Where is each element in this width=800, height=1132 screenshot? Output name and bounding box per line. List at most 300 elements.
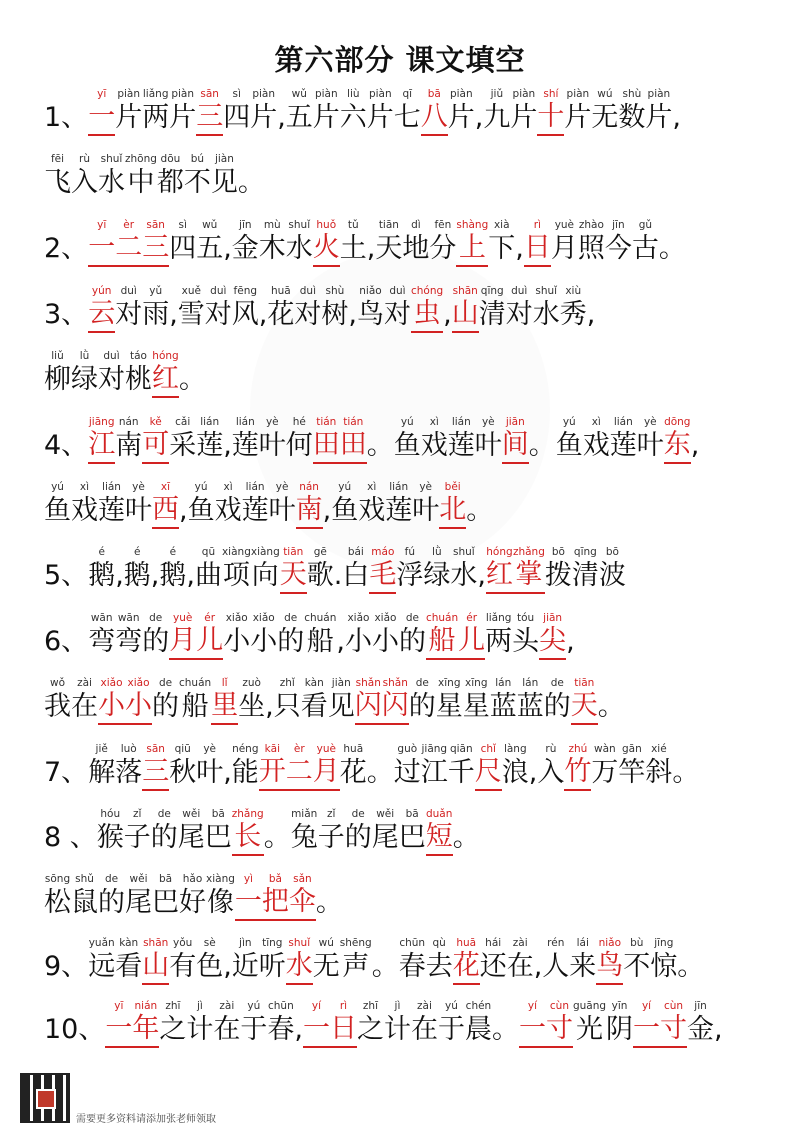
- pinyin: zhī: [362, 1000, 378, 1012]
- hanzi: 。: [466, 495, 494, 526]
- pinyin: de: [104, 873, 119, 885]
- pinyin: yì: [243, 873, 253, 885]
- text-char: [606, 1000, 633, 1048]
- answer-char: [105, 1000, 132, 1048]
- answer-char: [456, 219, 488, 267]
- pinyin: xiǎo: [127, 677, 150, 689]
- text-char: [321, 285, 348, 333]
- text-char: [44, 612, 88, 660]
- pinyin: bú: [190, 153, 205, 165]
- hanzi: 片: [366, 102, 394, 133]
- answer-char: [286, 743, 313, 791]
- text-char: [502, 743, 529, 791]
- hanzi: 鱼: [187, 495, 215, 526]
- hanzi: 叶: [474, 430, 502, 461]
- hanzi: 片: [312, 102, 340, 133]
- text-char: [334, 546, 343, 594]
- text-char: [71, 153, 98, 201]
- text-char: [294, 1000, 303, 1048]
- pinyin: xīng: [465, 677, 488, 689]
- text-char: [125, 481, 152, 529]
- text-char: [98, 873, 125, 921]
- text-char: [328, 677, 355, 725]
- answer-char: [142, 937, 169, 985]
- pinyin: tián: [316, 416, 337, 428]
- pinyin: [587, 285, 596, 297]
- pinyin: shàng: [456, 219, 489, 231]
- hanzi: 入: [537, 757, 565, 788]
- hanzi: 鹅: [159, 560, 187, 591]
- hanzi: 10、: [44, 1014, 106, 1045]
- pinyin: xì: [79, 481, 90, 493]
- hanzi: 鼠: [71, 887, 98, 918]
- pinyin: [115, 546, 124, 558]
- text-char: [672, 88, 681, 136]
- pinyin: sān: [200, 88, 219, 100]
- pinyin: shuǐ: [535, 285, 558, 297]
- hanzi: 。: [263, 822, 291, 853]
- answer-char: [502, 416, 529, 464]
- text-char: [318, 808, 345, 856]
- hanzi: 水: [532, 299, 560, 330]
- pinyin: é: [169, 546, 177, 558]
- text-char: [269, 481, 296, 529]
- answer-char: [88, 88, 115, 136]
- hanzi: 的: [277, 626, 305, 657]
- hanzi: 两: [485, 626, 513, 657]
- text-char: [223, 88, 250, 136]
- pinyin: yè: [419, 481, 433, 493]
- pinyin: niǎo: [598, 937, 621, 949]
- hanzi: 戏: [214, 495, 242, 526]
- answer-char: [421, 88, 448, 136]
- hanzi: 波: [598, 560, 626, 591]
- pinyin: zhào: [578, 219, 604, 231]
- text-char: [115, 937, 142, 985]
- hanzi: 一: [88, 100, 115, 136]
- hanzi: 叶: [636, 430, 664, 461]
- hanzi: 曲: [194, 560, 222, 591]
- text-char: [313, 937, 340, 985]
- pinyin: duì: [389, 285, 406, 297]
- hanzi: 三: [142, 755, 169, 791]
- hanzi: 不: [623, 951, 651, 982]
- hanzi: 寸: [660, 1012, 687, 1048]
- text-char: [44, 285, 88, 333]
- hanzi: ,: [258, 299, 268, 330]
- hanzi: 船: [426, 624, 458, 660]
- hanzi: 见: [327, 691, 355, 722]
- pinyin: dì: [411, 219, 421, 231]
- text-char: [618, 743, 645, 791]
- pinyin: jiàn: [331, 677, 351, 689]
- answer-char: [88, 416, 115, 464]
- text-char: [242, 481, 269, 529]
- text-char: [510, 88, 537, 136]
- hanzi: 浮: [396, 560, 424, 591]
- answer-char: [486, 546, 513, 594]
- pinyin: huā: [343, 743, 364, 755]
- answer-char: [453, 937, 480, 985]
- hanzi: 绿: [71, 364, 98, 395]
- pinyin: hǎo: [182, 873, 203, 885]
- text-char: [466, 481, 493, 529]
- answer-char: [564, 743, 591, 791]
- text-char: [529, 743, 538, 791]
- hanzi: 小: [371, 626, 399, 657]
- text-char: [304, 612, 336, 660]
- hanzi: 掌: [513, 558, 545, 594]
- pinyin: xiǎo: [252, 612, 275, 624]
- text-char: [223, 416, 232, 464]
- text-char: [286, 88, 313, 136]
- text-char: [409, 677, 436, 725]
- hanzi: 九: [483, 102, 511, 133]
- text-char: [259, 219, 286, 267]
- hanzi: 地: [402, 233, 430, 264]
- pinyin: cǎi: [175, 416, 191, 428]
- pinyin: chǐ: [480, 743, 496, 755]
- pinyin: lián: [102, 481, 121, 493]
- text-char: [152, 677, 179, 725]
- pinyin: xiàng: [221, 546, 251, 558]
- pinyin: zài: [417, 1000, 432, 1012]
- pinyin: qī: [402, 88, 413, 100]
- hanzi: 8 、: [44, 822, 97, 853]
- text-char: [264, 808, 291, 856]
- hanzi: 看: [115, 951, 143, 982]
- hanzi: 色: [196, 951, 224, 982]
- text-char: [44, 153, 71, 201]
- text-char: [196, 743, 223, 791]
- pinyin: [151, 546, 160, 558]
- hanzi: 对: [98, 364, 125, 395]
- pinyin: bǎ: [268, 873, 282, 885]
- hanzi: 鱼: [44, 495, 71, 526]
- hanzi: 星: [435, 691, 463, 722]
- text-char: [186, 546, 195, 594]
- text-char: [591, 88, 618, 136]
- answer-char: [142, 219, 169, 267]
- text-char: [618, 88, 645, 136]
- text-char: [184, 153, 211, 201]
- pinyin: sè: [203, 937, 216, 949]
- text-char: [44, 88, 88, 136]
- text-char: [251, 546, 280, 594]
- pinyin: [672, 743, 699, 755]
- text-char: [421, 416, 448, 464]
- pinyin: [223, 416, 232, 428]
- exercise-line: [44, 808, 784, 856]
- hanzi: 水: [450, 560, 478, 591]
- text-char: [672, 743, 699, 791]
- pinyin: [44, 937, 88, 949]
- hanzi: 竿: [618, 757, 646, 788]
- hanzi: 。: [677, 951, 705, 982]
- pinyin: [466, 481, 493, 493]
- text-char: [650, 937, 677, 985]
- pinyin: jīn: [239, 219, 252, 231]
- pinyin: wǔ: [202, 219, 218, 231]
- hanzi: 江: [88, 428, 115, 464]
- hanzi: 莲: [98, 495, 125, 526]
- text-char: [71, 481, 98, 529]
- hanzi: 莲: [609, 430, 637, 461]
- pinyin: shān: [143, 937, 169, 949]
- pinyin: xiù: [565, 285, 582, 297]
- pinyin: zài: [77, 677, 92, 689]
- text-char: [259, 416, 286, 464]
- text-char: [331, 481, 358, 529]
- pinyin: duǎn: [425, 808, 453, 820]
- text-char: [250, 612, 277, 660]
- exercise-line: [44, 481, 784, 529]
- answer-char: [303, 1000, 330, 1048]
- text-char: [259, 285, 268, 333]
- answer-char: [411, 285, 443, 333]
- text-char: [88, 743, 115, 791]
- text-char: [443, 285, 452, 333]
- pinyin: tián: [343, 416, 364, 428]
- hanzi: 船: [306, 626, 334, 657]
- hanzi: 斜: [645, 757, 673, 788]
- hanzi: 伞: [289, 885, 316, 921]
- text-char: [125, 153, 157, 201]
- pinyin: máo: [371, 546, 395, 558]
- text-char: [115, 546, 124, 594]
- pinyin: jì: [394, 1000, 401, 1012]
- hanzi: 戏: [420, 430, 448, 461]
- text-char: [205, 285, 232, 333]
- answer-char: [289, 873, 316, 921]
- hanzi: 红: [152, 362, 179, 398]
- pinyin: hé: [292, 416, 306, 428]
- pinyin: de: [157, 808, 171, 820]
- pinyin: yuè: [554, 219, 575, 231]
- text-char: [357, 1000, 384, 1048]
- pinyin: liǔ: [51, 350, 64, 362]
- pinyin: xiǎo: [225, 612, 248, 624]
- hanzi: 片: [250, 102, 278, 133]
- text-char: [394, 88, 421, 136]
- pinyin: gǔ: [638, 219, 653, 231]
- exercise-line: [44, 219, 784, 267]
- text-char: [463, 677, 490, 725]
- text-char: [515, 219, 524, 267]
- answer-char: [519, 1000, 546, 1048]
- hanzi: 惊: [650, 951, 678, 982]
- hanzi: 月: [550, 233, 578, 264]
- pinyin: [264, 808, 291, 820]
- hanzi: 于: [240, 1014, 268, 1045]
- hanzi: 在: [71, 691, 98, 722]
- pinyin: liǎng: [142, 88, 169, 100]
- hanzi: 火: [313, 231, 340, 267]
- pinyin: sǎn: [293, 873, 312, 885]
- hanzi: 巴: [152, 887, 179, 918]
- text-char: [115, 612, 142, 660]
- hanzi: 猴: [96, 822, 124, 853]
- text-char: [179, 677, 211, 725]
- hanzi: 能: [231, 757, 259, 788]
- text-char: [267, 1000, 294, 1048]
- answer-char: [546, 1000, 573, 1048]
- hanzi: 的: [150, 822, 178, 853]
- text-char: [483, 88, 510, 136]
- pinyin: xì: [429, 416, 439, 428]
- pinyin: yuè: [173, 612, 193, 624]
- pinyin: fēn: [434, 219, 452, 231]
- hanzi: 雪: [177, 299, 205, 330]
- hanzi: 五: [196, 233, 224, 264]
- hanzi: 四: [169, 233, 197, 264]
- hanzi: 清: [571, 560, 599, 591]
- hanzi: 水: [286, 949, 313, 985]
- text-char: [232, 285, 259, 333]
- text-char: [71, 350, 98, 398]
- hanzi: 小: [344, 626, 372, 657]
- pinyin: [186, 546, 195, 558]
- text-char: [196, 219, 223, 267]
- pinyin: wú: [597, 88, 613, 100]
- hanzi: 。: [366, 430, 394, 461]
- hanzi: 短: [426, 820, 453, 856]
- pinyin: [714, 1000, 723, 1012]
- text-char: [44, 808, 97, 856]
- text-char: [205, 808, 232, 856]
- pinyin: chén: [465, 1000, 492, 1012]
- hanzi: 毛: [369, 558, 396, 594]
- pinyin: bō: [605, 546, 619, 558]
- text-char: [545, 546, 572, 594]
- pinyin: dōng: [664, 416, 691, 428]
- pinyin: ér: [466, 612, 478, 624]
- hanzi: 9、: [44, 951, 89, 982]
- pinyin: fēi: [50, 153, 65, 165]
- text-char: [544, 677, 571, 725]
- hanzi: 桃: [125, 364, 152, 395]
- hanzi: 三: [196, 100, 223, 136]
- pinyin: yī: [114, 1000, 124, 1012]
- text-char: [286, 219, 313, 267]
- hanzi: 今: [604, 233, 632, 264]
- text-char: [394, 743, 421, 791]
- answer-char: [571, 677, 598, 725]
- answer-char: [513, 546, 545, 594]
- pinyin: é: [134, 546, 141, 558]
- pinyin: lián: [235, 416, 255, 428]
- hanzi: 长: [232, 820, 264, 856]
- hanzi: 浪: [501, 757, 529, 788]
- pinyin: èr: [123, 219, 135, 231]
- answer-char: [537, 88, 564, 136]
- text-char: [372, 808, 399, 856]
- hanzi: 开: [259, 755, 286, 791]
- hanzi: 。: [528, 430, 556, 461]
- pinyin: de: [405, 612, 420, 624]
- text-char: [157, 153, 184, 201]
- pinyin: yīn: [611, 1000, 628, 1012]
- answer-char: [313, 416, 340, 464]
- hanzi: 天: [571, 689, 598, 725]
- pinyin: lán: [495, 677, 512, 689]
- pinyin: mù: [263, 219, 281, 231]
- text-char: [88, 612, 115, 660]
- text-char: [169, 285, 178, 333]
- pinyin: qīng: [480, 285, 504, 297]
- pinyin: bō: [551, 546, 565, 558]
- hanzi: 花: [453, 949, 480, 985]
- text-char: [291, 808, 318, 856]
- hanzi: 星: [462, 691, 490, 722]
- text-char: [265, 677, 274, 725]
- text-char: [178, 285, 205, 333]
- text-char: [384, 285, 411, 333]
- pinyin: yuè: [316, 743, 336, 755]
- hanzi: 。: [491, 1014, 519, 1045]
- pinyin: tǔ: [347, 219, 359, 231]
- text-char: [232, 937, 259, 985]
- answer-char: [88, 219, 115, 267]
- pinyin: [223, 743, 232, 755]
- text-char: [587, 285, 596, 333]
- text-char: [465, 1000, 492, 1048]
- pinyin: yí: [311, 1000, 322, 1012]
- hanzi: 戏: [358, 495, 386, 526]
- hanzi: 阴: [606, 1014, 634, 1045]
- hanzi: 5、: [44, 560, 89, 591]
- pinyin: yǒu: [173, 937, 193, 949]
- text-char: [115, 285, 142, 333]
- pinyin: zhǎng: [512, 546, 545, 558]
- text-char: [691, 416, 700, 464]
- hanzi: ,: [586, 299, 596, 330]
- text-char: [169, 416, 196, 464]
- pinyin: xié: [651, 743, 667, 755]
- text-char: [169, 937, 196, 985]
- hanzi: 红: [486, 558, 513, 594]
- text-char: [448, 743, 475, 791]
- hanzi: 光: [575, 1014, 603, 1045]
- pinyin: de: [158, 677, 173, 689]
- hanzi: ,: [366, 233, 376, 264]
- text-char: [605, 219, 632, 267]
- answer-char: [235, 873, 262, 921]
- hanzi: 戏: [71, 495, 98, 526]
- text-char: [578, 219, 605, 267]
- text-char: [323, 481, 332, 529]
- pinyin: chūn: [399, 937, 426, 949]
- text-char: [213, 1000, 240, 1048]
- text-char: [340, 88, 367, 136]
- pinyin: xī: [160, 481, 171, 493]
- text-char: [151, 808, 178, 856]
- hanzi: 儿: [458, 624, 485, 660]
- hanzi: 莲: [231, 430, 259, 461]
- hanzi: 。: [672, 757, 700, 788]
- hanzi: 6、: [44, 626, 89, 657]
- hanzi: 拨: [544, 560, 572, 591]
- pinyin: tiān: [574, 677, 595, 689]
- answer-char: [286, 937, 313, 985]
- pinyin: lián: [245, 481, 265, 493]
- answer-char: [660, 1000, 687, 1048]
- hanzi: 7、: [44, 757, 89, 788]
- answer-char: [596, 937, 623, 985]
- text-char: [267, 285, 294, 333]
- hanzi: 我: [44, 691, 71, 722]
- text-char: [44, 350, 71, 398]
